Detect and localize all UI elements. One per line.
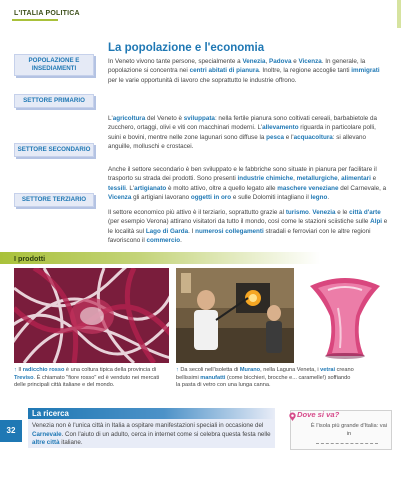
text-run: (come bicchieri, brocche e... caramelle!) soffiando la pasta di vetro con una lunga canna. [176,374,351,389]
highlight-term: Vicenza [298,58,322,65]
text-run: Il [18,367,23,373]
text-run: : nella fertile pianura sono coltivati cereali, barbabietole da zucchero, ortaggi, olivi e viti con macchinari moderni. L' [108,115,378,132]
highlight-term: immigrati [351,67,380,75]
caption-radicchio-text [14,367,159,388]
text-run: . L' [125,184,135,192]
highlight-term: Treviso [14,374,34,381]
highlight-term: pesca [266,133,284,141]
map-pin-icon [288,412,297,421]
caption-murano [176,367,356,390]
highlight-term: altre città [32,439,60,447]
glassblower-photo [176,268,294,363]
prodotti-bar [0,252,401,264]
text-run: italiane. [59,439,83,447]
highlight-term: commercio [146,236,181,244]
text-run: L' [108,115,113,122]
highlight-term: Padova [269,58,292,65]
text-run: riguarda in particolare polli, suini e bovini, mentre nelle zone lagunari sono diffuse la [108,124,376,141]
caption-arrow-icon: ↑ [176,367,179,373]
highlight-term: Lago di Garda [145,227,189,235]
text-run: Anche il settore secondario è ben sviluppato e le fabbriche sono situate in pianura per facilitare il trasporto su strada dei prodotti. Sono presenti [108,166,377,183]
text-run: , [293,175,297,183]
text-run: e [291,58,299,65]
text-run: . [308,209,313,216]
text-run: Venezia non è l'unica città in Italia a ospitare manifestazioni speciali in occasione del [32,422,264,429]
section-title: La popolazione e l'economia [108,42,265,54]
caption-radicchio [14,367,164,390]
text-run: . Inoltre, la regione accoglie tanti [258,67,352,75]
text-run: . [327,193,330,201]
text-run: stradali e ferroviari con le altre regioni favoriscono il [108,227,371,244]
side-tag-secondario: SETTORE SECONDARIO [14,143,94,157]
text-run: e sulle Dolomiti intagliano il [231,193,311,201]
page-number: 32 [0,420,22,442]
text-run: . [180,236,182,244]
highlight-term: città d'arte [349,209,381,216]
text-run: e l' [283,133,294,141]
text-run: gli artigiani lavorano [131,193,191,201]
dove-text: È l'isola più grande d'Italia: vai in [310,423,388,437]
text-run: Da secoli nell'isoletta di [180,367,240,373]
radicchio-photo [14,268,169,363]
running-head: L'ITALIA POLITICA [14,10,80,17]
murano-vase-photo [298,268,392,363]
paragraph-primario [108,114,390,151]
caption-murano-text [176,367,354,388]
highlight-term: manufatti [200,374,226,381]
text-run: (per esempio Verona) attirano visitatori da tutto il mondo, così come le stazioni sciistiche sulle [108,218,371,226]
paragraph-popolazione [108,57,390,85]
text-run: , [337,175,342,183]
highlight-term: alimentari [341,175,371,183]
ricerca-text [32,422,272,448]
highlight-term: metallurgiche [296,175,338,183]
highlight-term: Vicenza [108,193,132,201]
highlight-term: industrie chimiche [237,175,294,183]
highlight-term: numerosi collegamenti [195,227,264,235]
highlight-term: Alpi [370,218,383,226]
running-rule [12,19,58,21]
text-run: è molto attivo, oltre a quello legato alle [166,184,278,192]
text-run: e le [335,209,350,216]
text-run: è una coltura tipica della provincia di [64,367,157,373]
highlight-term: Carnevale [32,430,62,438]
paragraph-secondario [108,165,390,202]
text-run: Il settore economico più attivo è il terziario, soprattutto grazie al [108,209,286,216]
highlight-term: legno [310,193,328,201]
highlight-term: vetrai [320,367,336,373]
highlight-term: acquacoltura [293,133,333,141]
text-run: . È chiamato "fiore rosso" ed è venduto nei mercati delle principali città italiane e del mondo. [14,374,160,389]
text-run: , nella Laguna Veneta, i [260,367,321,373]
text-run: per le varie opportunità di lavoro che soprattutto le industrie offrono. [108,76,297,84]
highlight-term: Venezia [242,58,266,65]
dove-title: Dove si va? [297,410,340,419]
text-run: . I [188,227,196,235]
highlight-term: tessili [108,184,126,192]
highlight-term: Venezia [312,209,336,216]
text-run: del Veneto è [145,115,184,122]
highlight-term: artigianato [134,184,167,192]
prodotti-label: I prodotti [14,254,46,263]
ricerca-title: La ricerca [32,409,69,418]
highlight-term: sviluppata [183,115,215,122]
side-tag-primario: SETTORE PRIMARIO [14,94,94,108]
highlight-term: agricoltura [112,115,146,122]
caption-arrow-icon: ↑ [14,367,17,373]
text-run: . In generale, la popolazione si concentra nei [108,58,366,75]
text-run: creano bellissimi [176,367,354,381]
highlight-term: oggetti in oro [190,193,232,201]
highlight-term: radicchio rosso [22,367,65,373]
text-run: . Con l'aiuto di un adulto, cerca in internet come si celebra questa festa nelle [61,430,271,438]
side-tag-terziario: SETTORE TERZIARIO [14,193,94,207]
highlight-term: centri abitati di pianura [189,67,259,75]
text-run: : si allevano anguille, molluschi e crostacei. [108,133,367,150]
text-run: e le località sul [108,218,388,235]
text-run: del Carnevale, a [338,184,387,192]
side-tag-popolazione: POPOLAZIONE E INSEDIAMENTI [14,54,94,76]
text-run: In Veneto vivono tante persone, specialmente a [108,58,243,65]
highlight-term: maschere veneziane [277,184,339,192]
paragraph-terziario [108,208,390,245]
text-run: , [265,58,270,65]
dove-answer-line[interactable] [316,443,378,444]
text-run: e [370,175,377,183]
corner-mark [397,0,401,28]
highlight-term: turismo [285,209,309,216]
highlight-term: Murano [239,367,261,373]
highlight-term: allevamento [262,124,299,132]
